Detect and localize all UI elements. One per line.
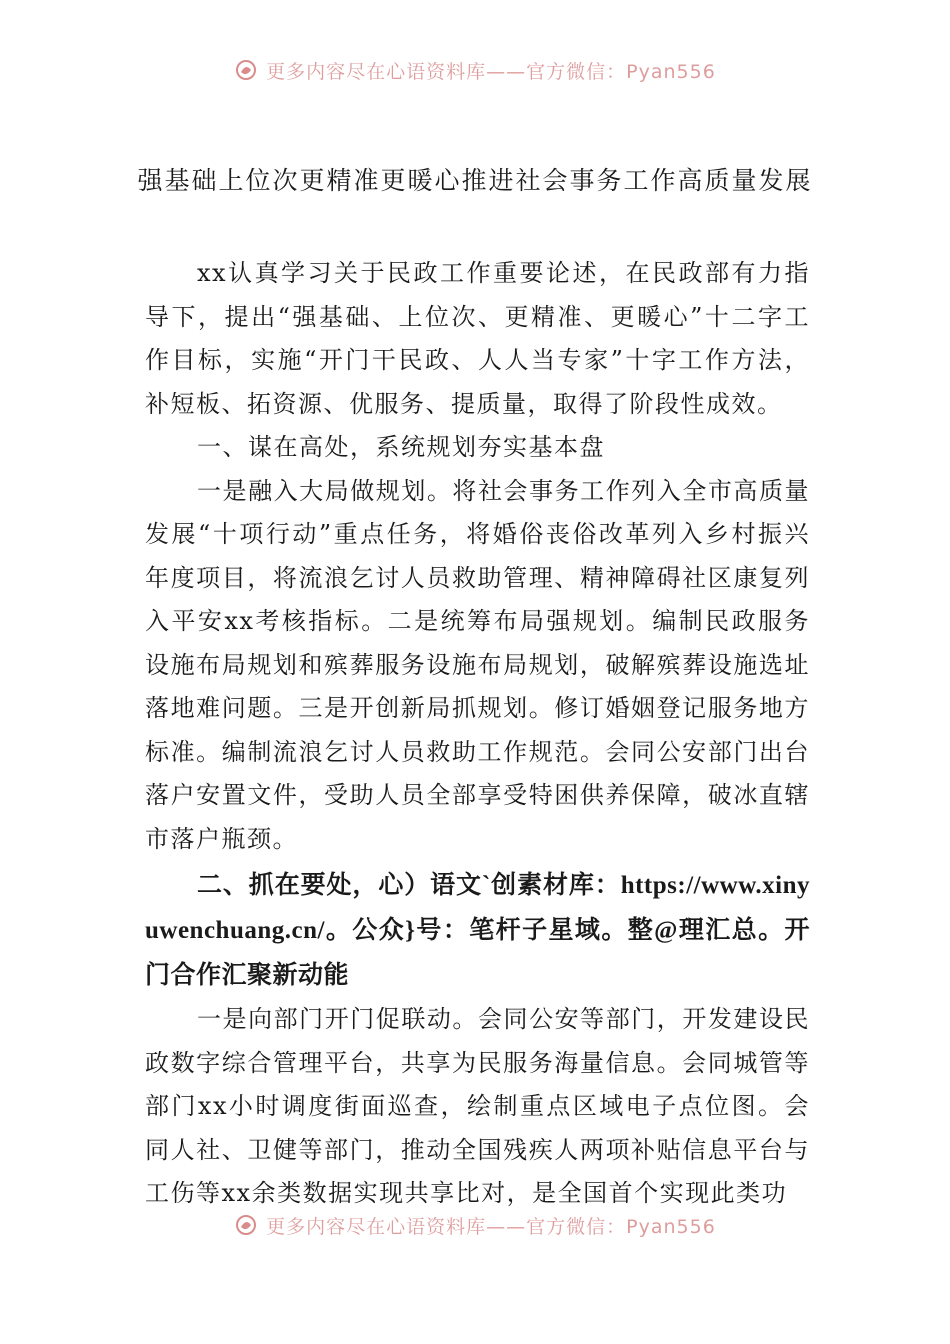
watermark-text: 更多内容尽在心语资料库——官方微信：Pyan556	[266, 60, 716, 83]
document-title: 强基础上位次更精准更暖心推进社会事务工作高质量发展	[137, 166, 813, 195]
watermark-logo-icon	[234, 1213, 258, 1237]
section-1-paragraph: 一是融入大局做规划。将社会事务工作列入全市高质量发展“十项行动”重点任务，将婚俗丧俗改革列入乡村振兴年度项目，将流浪乞讨人员救助管理、精神障碍社区康复列入平安xx考核指标。二是统筹布局强规划。编制民政服务设施布局规划和殡葬服务设施布局规划，破解殡葬设施选址落地难问题。三是开创新局抓规划。修订婚姻登记服务地方标准。编制流浪乞讨人员救助工作规范。会同公安部门出台落户安置文件，受助人员全部享受特困供养保障，破冰直辖市落户瓶颈。	[145, 476, 810, 853]
intro-paragraph: xx认真学习关于民政工作重要论述，在民政部有力指导下，提出“强基础、上位次、更精准、更暖心”十二字工作目标，实施“开门干民政、人人当专家”十字工作方法，补短板、拓资源、优服务、提质量，取得了阶段性成效。	[145, 259, 810, 418]
document-body	[145, 252, 810, 1216]
watermark-banner-top	[0, 55, 950, 85]
watermark-logo-icon	[234, 58, 258, 82]
watermark-banner-bottom	[0, 1210, 950, 1240]
watermark-text: 更多内容尽在心语资料库——官方微信：Pyan556	[266, 1215, 716, 1238]
section-heading-1: 一、谋在高处，系统规划夯实基本盘	[197, 433, 605, 461]
section-heading-2: 二、抓在要处，心）语文`创素材库：https://www.xinyuwenchuang.cn/。公众}号：笔杆子星域。整@理汇总。开门合作汇聚新动能	[145, 872, 810, 989]
section-2-paragraph: 一是向部门开门促联动。会同公安等部门，开发建设民政数字综合管理平台，共享为民服务海量信息。会同城管等部门xx小时调度街面巡查，绘制重点区域电子点位图。会同人社、卫健等部门，推动全国残疾人两项补贴信息平台与工伤等xx余类数据实现共享比对，是全国首个实现此类功	[145, 1005, 810, 1207]
